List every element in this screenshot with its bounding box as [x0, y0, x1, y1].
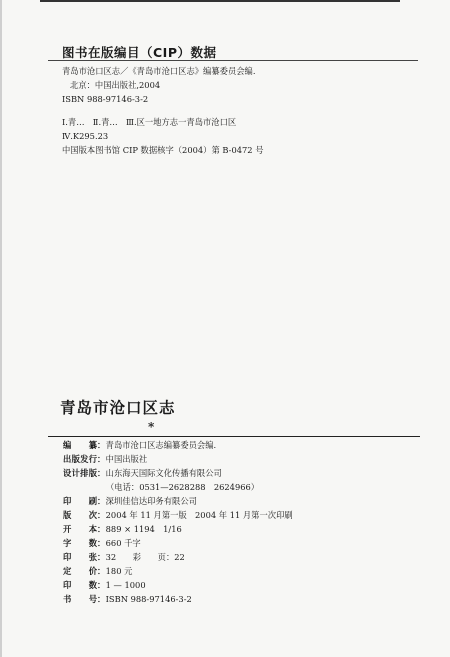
cip-line-classification: Ⅳ.K295.23: [62, 131, 109, 141]
colophon-row-design: 设计排版： 山东海天国际文化传播有限公司: [63, 468, 222, 478]
format-value: 889 × 1194 1/16: [105, 524, 182, 534]
format-label: 开本: [63, 524, 97, 534]
asterisk-mark: *: [148, 420, 155, 434]
book-title: 青岛市沧口区志: [60, 399, 176, 417]
edition-label: 版次: [63, 510, 97, 520]
sheets-label: 印张: [63, 552, 97, 562]
editor-value: 青岛市沧口区志编纂委员会编.: [105, 440, 217, 450]
cip-line-publisher: 北京：中国出版社,2004: [70, 80, 161, 90]
colophon-rule: [48, 436, 420, 437]
design-value: 山东海天国际文化传播有限公司: [105, 468, 222, 478]
colophon-row-edition: 版次： 2004 年 11 月第一版 2004 年 11 月第一次印刷: [63, 510, 293, 520]
copies-label: 印数: [63, 580, 97, 590]
copies-value: 1 — 1000: [105, 580, 146, 590]
edition-value: 2004 年 11 月第一版 2004 年 11 月第一次印刷: [105, 510, 293, 520]
cip-heading: 图书在版编目（CIP）数据: [62, 45, 217, 60]
colophon-row-price: 定价： 180 元: [63, 566, 133, 576]
colophon-row-editor: 编纂： 青岛市沧口区志编纂委员会编.: [63, 440, 217, 450]
colophon-row-words: 字数： 660 千字: [63, 538, 141, 548]
cip-top-rule: [48, 60, 418, 61]
price-value: 180 元: [105, 566, 133, 576]
colophon-row-publisher: 出版发行： 中国出版社: [63, 454, 148, 464]
words-label: 字数: [63, 538, 97, 548]
price-label: 定价: [63, 566, 97, 576]
editor-label: 编纂: [63, 440, 97, 450]
design-phone-value: （电话：0531—2628288 2624966）: [106, 482, 260, 492]
cip-line-record-number: 中国版本图书馆 CIP 数据核字（2004）第 B-0472 号: [62, 145, 264, 155]
isbn-label: 书号: [63, 594, 97, 604]
publisher-label: 出版发行: [63, 454, 97, 464]
colophon-row-format: 开本： 889 × 1194 1/16: [63, 524, 182, 534]
cip-line-title: 青岛市沧口区志／《青岛市沧口区志》编纂委员会编.: [62, 66, 256, 76]
cip-line-isbn: ISBN 988-97146-3-2: [62, 94, 149, 104]
colophon-row-design-phone: [106, 482, 259, 493]
print-label: 印刷: [63, 496, 97, 506]
colophon-row-isbn: 书号： ISBN 988-97146-3-2: [63, 594, 192, 604]
top-edge-rule: [40, 0, 400, 8]
cip-line-subjects: Ⅰ.青… Ⅱ.青… Ⅲ.区一地方志一青岛市沧口区: [62, 117, 237, 127]
words-value: 660 千字: [105, 538, 141, 548]
colophon-row-sheets: 印张： 32 彩 页：22: [63, 552, 185, 562]
sheets-value: 32 彩 页：22: [105, 552, 185, 562]
isbn-value: ISBN 988-97146-3-2: [105, 594, 192, 604]
colophon-row-copies: 印数： 1 — 1000: [63, 580, 146, 590]
print-value: 深圳佳信达印务有限公司: [105, 496, 197, 506]
publisher-value: 中国出版社: [105, 454, 148, 464]
design-label: 设计排版: [63, 468, 97, 478]
colophon-row-print: 印刷： 深圳佳信达印务有限公司: [63, 496, 197, 506]
